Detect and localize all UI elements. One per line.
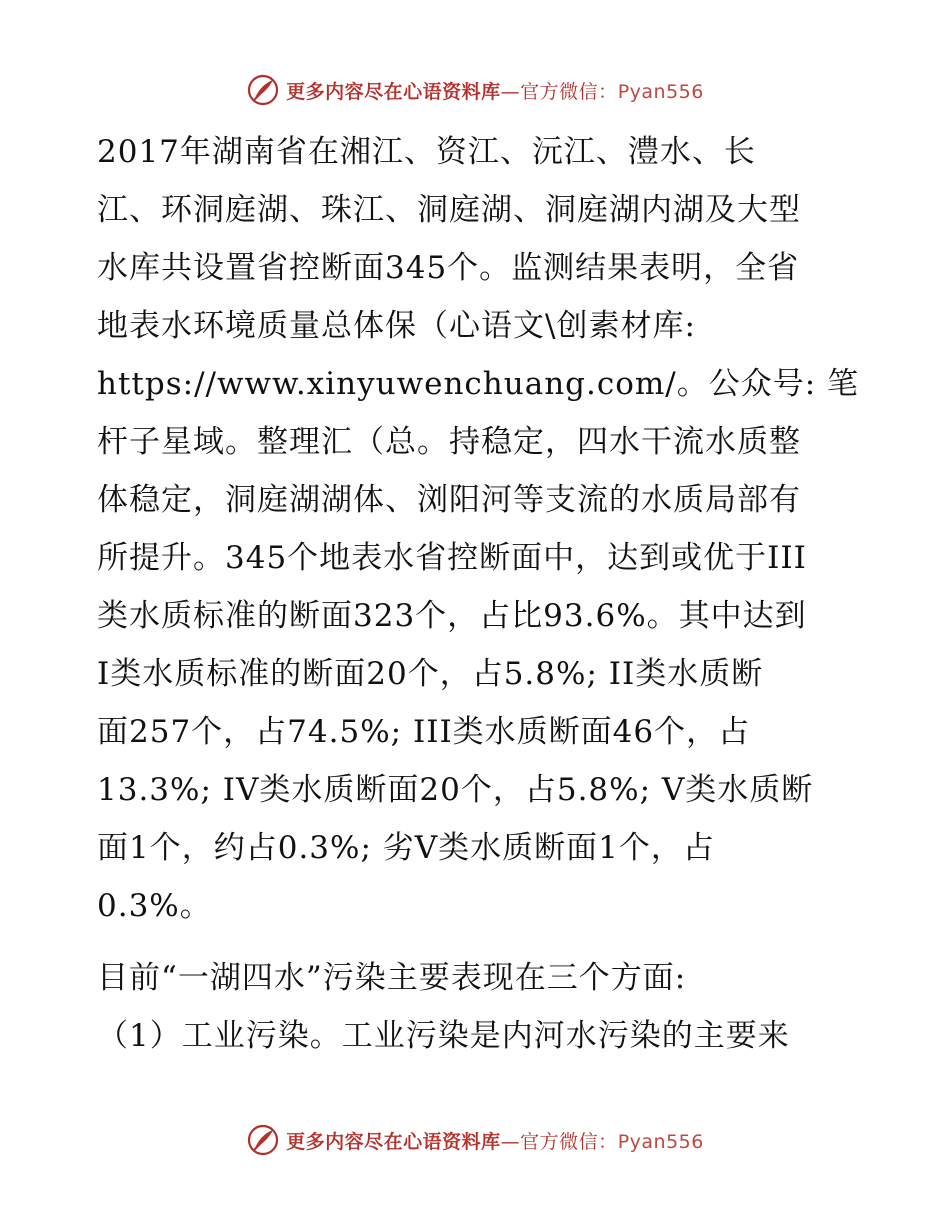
text-line: 江、环洞庭湖、珠江、洞庭湖、洞庭湖内湖及大型 [97, 192, 801, 228]
watermark-handle: Pyan556 [617, 80, 704, 103]
header-watermark [0, 70, 950, 110]
text-line: https://www.xinyuwenchuang.com/。公众号: 笔 [97, 366, 860, 402]
watermark-wechat-label: 官方微信： [520, 1130, 618, 1153]
text-line: I类水质标准的断面20个，占5.8%; II类水质断 [97, 656, 764, 692]
text-line: 目前“一湖四水”污染主要表现在三个方面: [97, 960, 687, 996]
watermark-separator: — [500, 80, 521, 103]
watermark-wechat-label: 官方微信： [520, 80, 618, 103]
footer-watermark [0, 1120, 950, 1160]
text-line: 水库共设置省控断面345个。监测结果表明，全省 [97, 250, 800, 286]
text-line: 所提升。345个地表水省控断面中，达到或优于III [97, 540, 807, 576]
watermark-text [286, 1127, 704, 1154]
watermark-site-text: 更多内容尽在心语资料库 [286, 1130, 501, 1153]
text-line: 面1个，约占0.3%; 劣V类水质断面1个，占 [97, 830, 715, 866]
text-line: 0.3%。 [97, 888, 212, 924]
text-line: 13.3%; IV类水质断面20个，占5.8%; V类水质断 [97, 772, 814, 808]
feather-pen-logo-icon [246, 73, 280, 107]
watermark-handle: Pyan556 [617, 1130, 704, 1153]
text-line: 2017年湖南省在湘江、资江、沅江、澧水、长 [97, 134, 756, 170]
text-line: 类水质标准的断面323个，占比93.6%。其中达到 [97, 598, 807, 634]
text-line: 地表水环境质量总体保（心语文\创素材库: [97, 308, 696, 344]
text-line: 杆子星域。整理汇（总。持稳定，四水干流水质整 [97, 424, 801, 460]
watermark-site-text: 更多内容尽在心语资料库 [286, 80, 501, 103]
document-body [97, 123, 860, 1065]
watermark-text [286, 77, 704, 104]
text-line: 体稳定，洞庭湖湖体、浏阳河等支流的水质局部有 [97, 482, 801, 518]
text-line: （1）工业污染。工业污染是内河水污染的主要来 [97, 1018, 790, 1054]
watermark-separator: — [500, 1130, 521, 1153]
text-line: 面257个，占74.5%; III类水质断面46个，占 [97, 714, 751, 750]
feather-pen-logo-icon [246, 1123, 280, 1157]
